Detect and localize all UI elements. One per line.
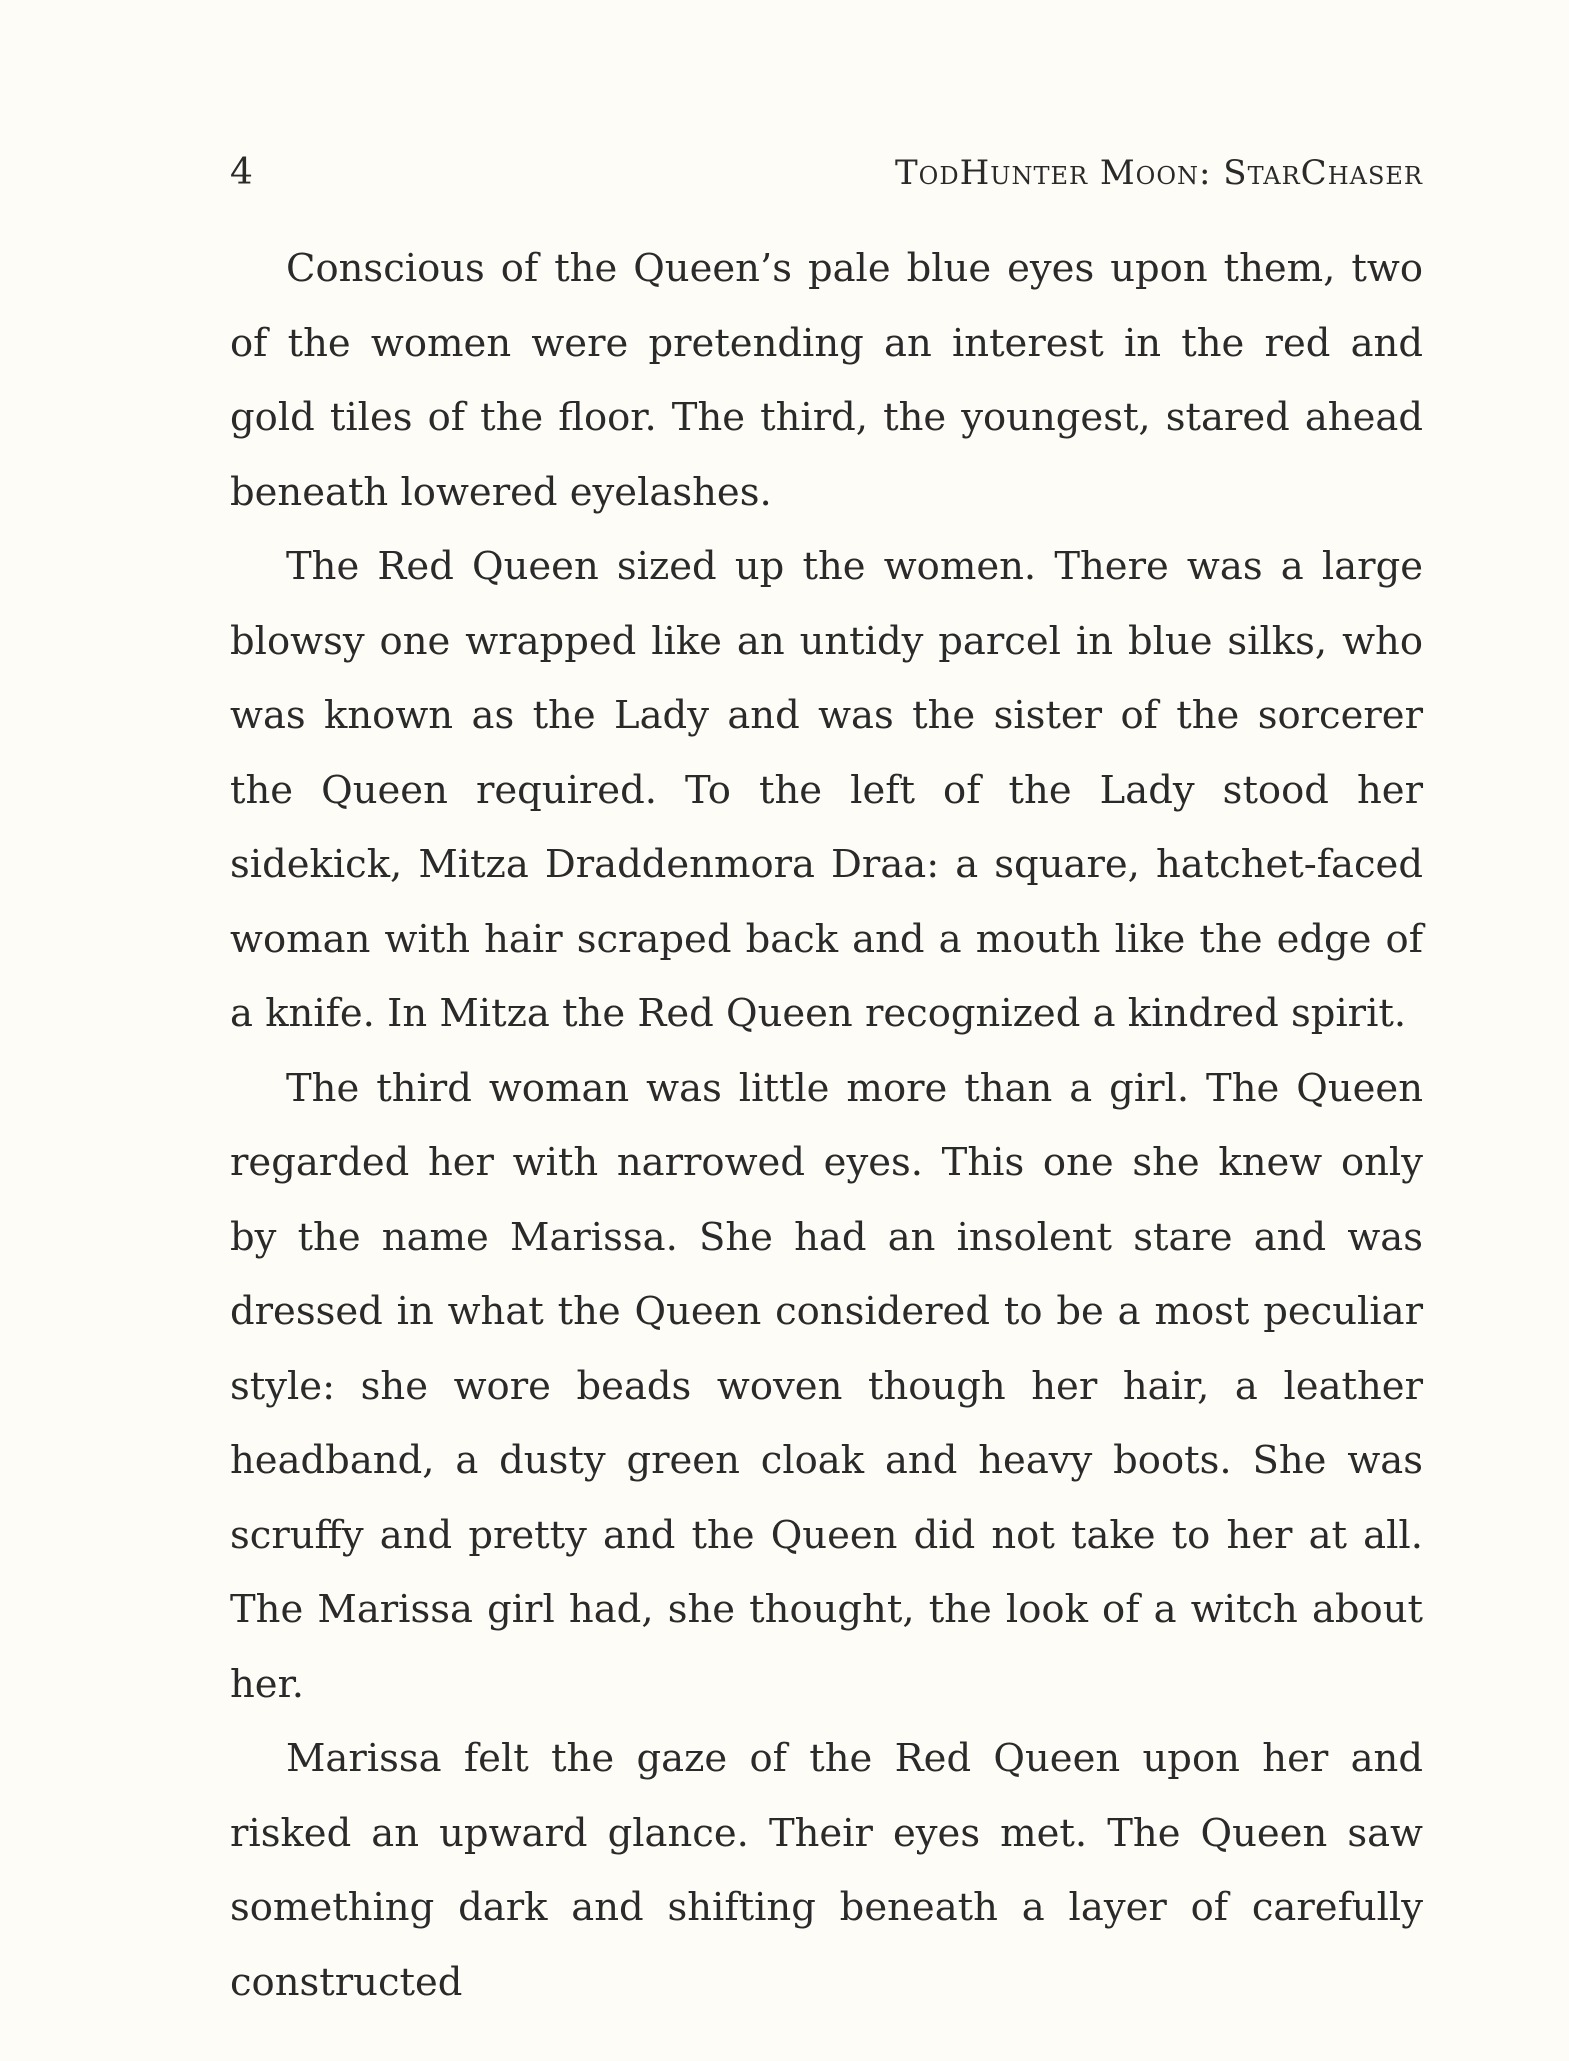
paragraph: The Red Queen sized up the women. There was a large blowsy one wrapped like an untidy parcel in blue silks, who was known as the Lady and was the sister of the sorcerer the Queen required. To the left of the Lady stood her sidekick, Mitza Draddenmora Draa: a square, hatchet-faced woman with hair scraped back and a mouth like the edge of a knife. In Mitza the Red Queen recognized a kindred spirit. [230, 544, 1423, 1036]
paragraph: The third woman was little more than a girl. The Queen regarded her with narrowed eyes. This one she knew only by the name Marissa. She had an insolent stare and was dressed in what the Queen considered to be a most peculiar style: she wore beads woven though her hair, a leather headband, a dusty green cloak and heavy boots. She was scruffy and pretty and the Queen did not take to her at all. The Marissa girl had, she thought, the look of a witch about her. [230, 1065, 1423, 1707]
running-head: TodHunter Moon: StarChaser [894, 153, 1423, 193]
paragraph: Conscious of the Queen’s pale blue eyes upon them, two of the women were pretending an interest in the red and gold tiles of the floor. The third, the youngest, stared ahead beneath lowered eyelashes. [230, 246, 1423, 515]
paragraph: Marissa felt the gaze of the Red Queen upon her and risked an upward glance. Their eyes met. The Queen saw something dark and shifting beneath a layer of carefully constructed [230, 1736, 1423, 2005]
page-header [230, 148, 1423, 198]
page-number: 4 [230, 152, 253, 193]
body-text [230, 232, 1423, 2020]
